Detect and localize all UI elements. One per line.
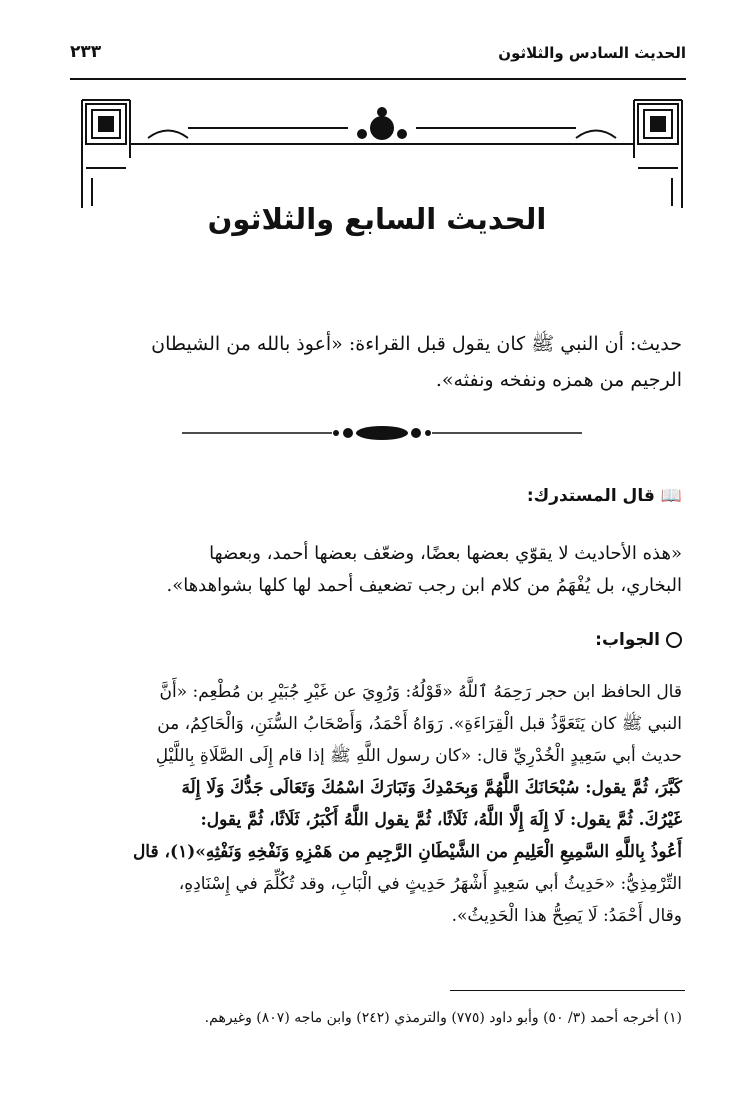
answer-text — [72, 676, 682, 932]
answer-heading-text: الجواب: — [595, 630, 660, 650]
page-number: ٢٣٣ — [70, 42, 102, 62]
mustadrak-line: البخاري، بل يُفْهَمُ من كلام ابن رجب تضعيف أحمد لها كلها بشواهدها». — [166, 575, 682, 596]
book-icon: 📖 — [660, 486, 682, 506]
mustadrak-text — [72, 538, 682, 602]
chapter-title: الحديث السابع والثلاثون — [207, 202, 547, 236]
answer-line: أَعُوذُ بِاللَّهِ السَّمِيعِ الْعَلِيمِ من الشَّيْطَانِ الرَّجِيمِ من هَمْزِهِ وَنَفْخِهِ وَنَفْثِهِ»(١)، قال — [132, 842, 682, 862]
hadith-text — [72, 326, 682, 398]
ornamental-divider — [182, 418, 582, 448]
answer-heading — [595, 630, 682, 650]
hadith-line: الرجيم من همزه ونفخه ونفثه». — [435, 369, 682, 391]
answer-line: وقال أَحْمَدُ: لَا يَصِحُّ هذا الْحَدِيثُ». — [451, 906, 682, 926]
running-header — [70, 38, 686, 80]
answer-line: التِّرْمِذِيُّ: «حَدِيثُ أبي سَعِيدٍ أَشْهَرُ حَدِيثٍ في الْبَابِ، وقد تُكُلِّمَ في إِسْنَادِهِ، — [178, 874, 682, 894]
ornamental-header-frame — [78, 98, 686, 213]
answer-line: غَيْرُكَ. ثُمَّ يقول: لَا إِلَهَ إِلَّا اللَّهُ، ثَلَاثًا، ثُمَّ يقول اللَّهُ أَكْبَرُ، ثَلَاثًا، ثُمَّ يقول: — [200, 810, 682, 830]
answer-line: كَبَّرَ، ثُمَّ يقول: سُبْحَانَكَ اللَّهُمَّ وَبِحَمْدِكَ وَتَبَارَكَ اسْمُكَ وَتَعَالَى جَدُّكَ وَلَا إِلَهَ — [181, 778, 682, 798]
answer-line: النبي ﷺ كان يَتَعَوَّذُ قبل الْقِرَاءَةِ». رَوَاهُ أَحْمَدُ، وَأَصْحَابُ السُّنَنِ، وَالْحَاكِمُ، من — [157, 714, 682, 734]
answer-line: حديث أبي سَعِيدٍ الْخُدْرِيِّ قال: «كان رسول اللَّهِ ﷺ إذا قام إِلَى الصَّلَاةِ بِاللَّيْلِ — [155, 746, 682, 766]
mustadrak-heading — [527, 486, 682, 506]
circle-bullet-icon — [666, 632, 682, 648]
answer-line: قال الحافظ ابن حجر رَحِمَهُ ٱللَّهُ «قَوْلُهُ: وَرُوِيَ عن غَيْرِ جُبَيْرِ بن مُطْعِم: «أَنَّ — [159, 682, 682, 702]
mustadrak-line: «هذه الأحاديث لا يقوّي بعضها بعضًا، وضعّف بعضها أحمد، وبعضها — [209, 543, 682, 564]
hadith-line: حديث: أن النبي ﷺ كان يقول قبل القراءة: «أعوذ بالله من الشيطان — [151, 333, 682, 355]
mustadrak-heading-text: قال المستدرك: — [526, 486, 655, 506]
footnote-separator — [450, 990, 685, 991]
footnote: (١) أخرجه أحمد (٣/ ٥٠) وأبو داود (٧٧٥) والترمذي (٢٤٢) وابن ماجه (٨٠٧) وغيرهم. — [204, 1010, 682, 1026]
running-title: الحديث السادس والثلاثون — [498, 44, 686, 62]
